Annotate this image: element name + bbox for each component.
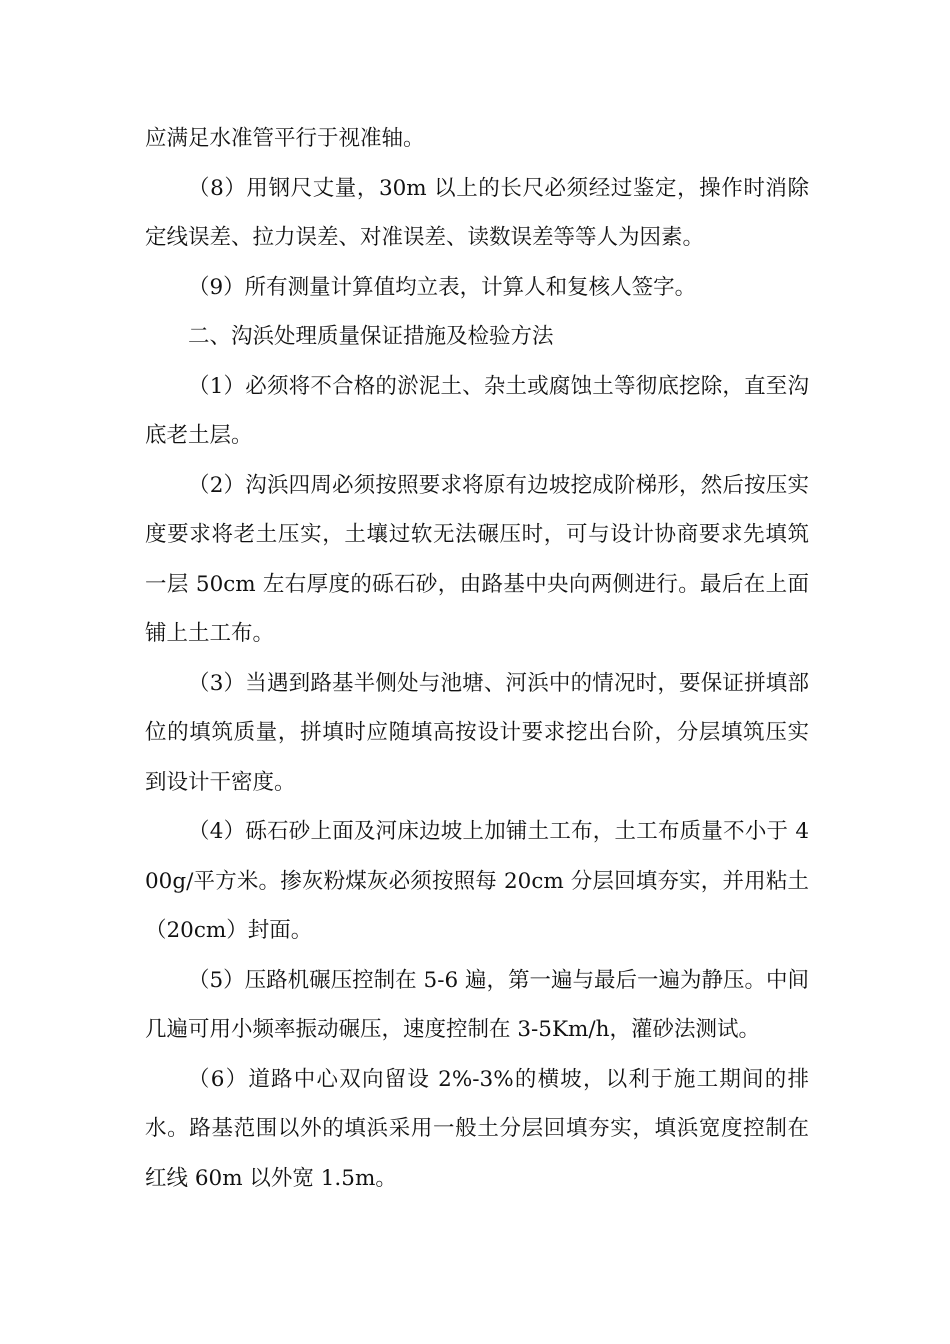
section-heading: 二、沟浜处理质量保证措施及检验方法 — [188, 324, 554, 349]
paragraph-item-2: （2）沟浜四周必须按照要求将原有边坡挖成阶梯形，然后按压实度要求将老土压实，土壤过软无法碾压时，可与设计协商要求先填筑一层 50cm 左右厚度的砾石砂，由路基中央向两侧进行。最后在上面铺上土工布。 — [145, 472, 809, 646]
paragraph-item-6: （6）道路中心双向留设 2%-3%的横坡，以利于施工期间的排水。路基范围以外的填浜采用一般土分层回填夯实，填浜宽度控制在红线 60m 以外宽 1.5m。 — [145, 1066, 809, 1191]
document-body — [145, 114, 809, 1203]
paragraph-item-8: （8）用钢尺丈量，30m 以上的长尺必须经过鉴定，操作时消除定线误差、拉力误差、对准误差、读数误差等等人为因素。 — [145, 175, 809, 250]
paragraph-item-5: （5）压路机碾压控制在 5-6 遍，第一遍与最后一遍为静压。中间几遍可用小频率振动碾压，速度控制在 3-5Km/h，灌砂法测试。 — [145, 967, 809, 1042]
paragraph-item-3: （3）当遇到路基半侧处与池塘、河浜中的情况时，要保证拼填部位的填筑质量，拼填时应随填高按设计要求挖出台阶，分层填筑压实到设计干密度。 — [145, 670, 809, 795]
paragraph-item-9: （9）所有测量计算值均立表，计算人和复核人签字。 — [188, 274, 697, 300]
paragraph-item-4: （4）砾石砂上面及河床边坡上加铺土工布，土工布质量不小于 400g/平方米。掺灰粉煤灰必须按照每 20cm 分层回填夯实，并用粘土（20cm）封面。 — [145, 819, 809, 943]
paragraph-item-1: （1）必须将不合格的淤泥土、杂土或腐蚀土等彻底挖除，直至沟底老土层。 — [145, 373, 809, 448]
paragraph-continuation: 应满足水准管平行于视准轴。 — [145, 126, 425, 151]
